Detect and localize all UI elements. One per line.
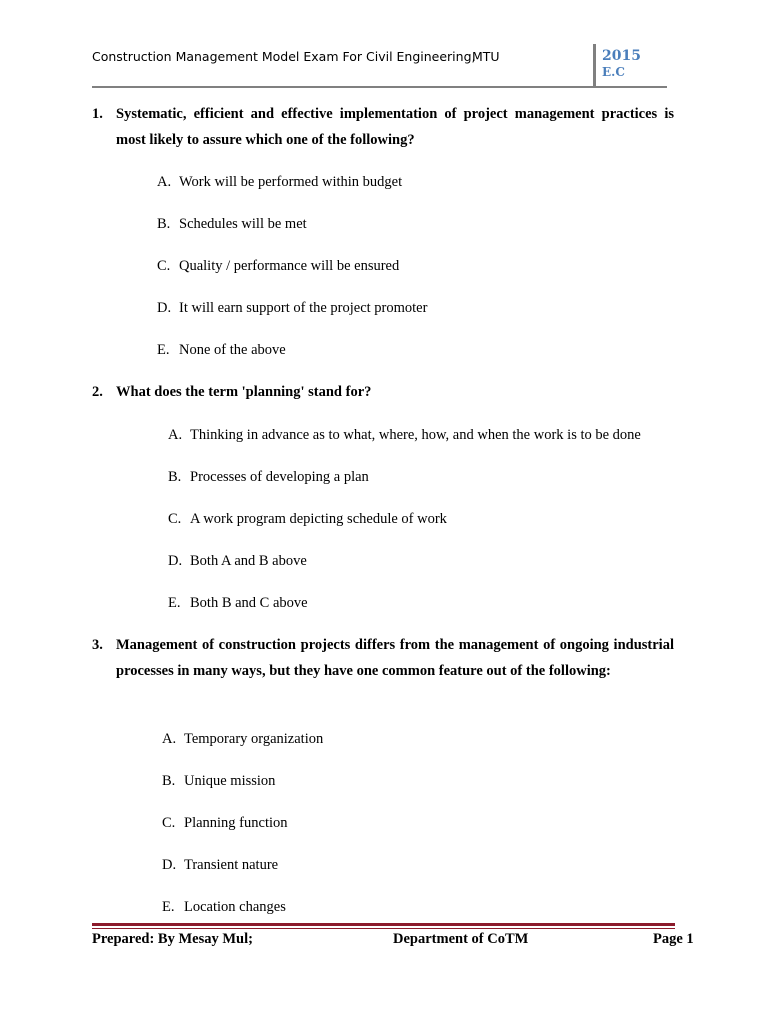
header-divider [593,44,596,86]
footer-page-number: Page 1 [653,931,694,947]
option-letter: C. [157,258,171,274]
question-number: 3. [92,637,103,653]
option-text: None of the above [179,342,286,358]
answer-option [162,898,286,916]
answer-option [168,510,447,528]
page-header [92,44,667,88]
answer-option [162,814,288,832]
answer-option [157,215,307,233]
option-letter: D. [168,553,183,569]
answer-option [168,594,308,612]
option-letter: B. [168,469,182,485]
option-letter: C. [162,815,176,831]
option-text: Planning function [184,815,288,831]
header-institution: MTU [472,49,500,64]
question-text: Systematic, efficient and effective implementation of project management practices is most likely to assure which one of the following? [116,106,674,148]
option-letter: E. [168,595,181,611]
option-text: Temporary organization [184,731,324,747]
answer-option [162,856,278,874]
question-number: 2. [92,384,103,400]
option-text: Processes of developing a plan [190,469,369,485]
option-text: Quality / performance will be ensured [179,258,400,274]
answer-option [168,552,307,570]
footer-rule-thick [92,923,675,926]
option-letter: E. [157,342,170,358]
footer-prepared: Prepared: By Mesay Mul; [92,931,253,947]
header-year-block [602,48,641,80]
option-text: Thinking in advance as to what, where, how, and when the work is to be done [190,427,641,443]
answer-option [157,173,402,191]
option-letter: B. [162,773,176,789]
footer-rule [92,923,675,929]
option-letter: A. [162,731,177,747]
answer-option [157,257,399,275]
option-letter: A. [168,427,183,443]
option-letter: D. [162,857,177,873]
option-text: Location changes [184,899,286,915]
option-letter: C. [168,511,182,527]
header-year: 2015 [602,48,641,64]
header-rule [92,86,667,88]
answer-option [157,299,427,317]
answer-option [162,772,275,790]
option-text: Both B and C above [190,595,308,611]
header-title: Construction Management Model Exam For Civil Engineering, [92,49,476,64]
answer-option [168,426,641,444]
option-letter: A. [157,174,172,190]
question-text: Management of construction projects differs from the management of ongoing industrial processes in many ways, but they have one common feature out of the following: [116,637,674,679]
answer-option [162,730,323,748]
footer-rule-thin [92,928,675,929]
option-text: Transient nature [184,857,279,873]
option-letter: D. [157,300,172,316]
option-text: Work will be performed within budget [179,174,403,190]
option-letter: E. [162,899,175,915]
answer-option [168,468,369,486]
option-text: A work program depicting schedule of work [190,511,447,527]
question-text: What does the term 'planning' stand for? [116,384,372,400]
option-letter: B. [157,216,171,232]
answer-option [157,341,286,359]
question-number: 1. [92,106,103,122]
header-era: E.C [602,65,625,79]
option-text: Both A and B above [190,553,307,569]
footer-department: Department of CoTM [393,931,529,947]
option-text: It will earn support of the project promoter [179,300,428,316]
option-text: Unique mission [184,773,276,789]
option-text: Schedules will be met [179,216,307,232]
